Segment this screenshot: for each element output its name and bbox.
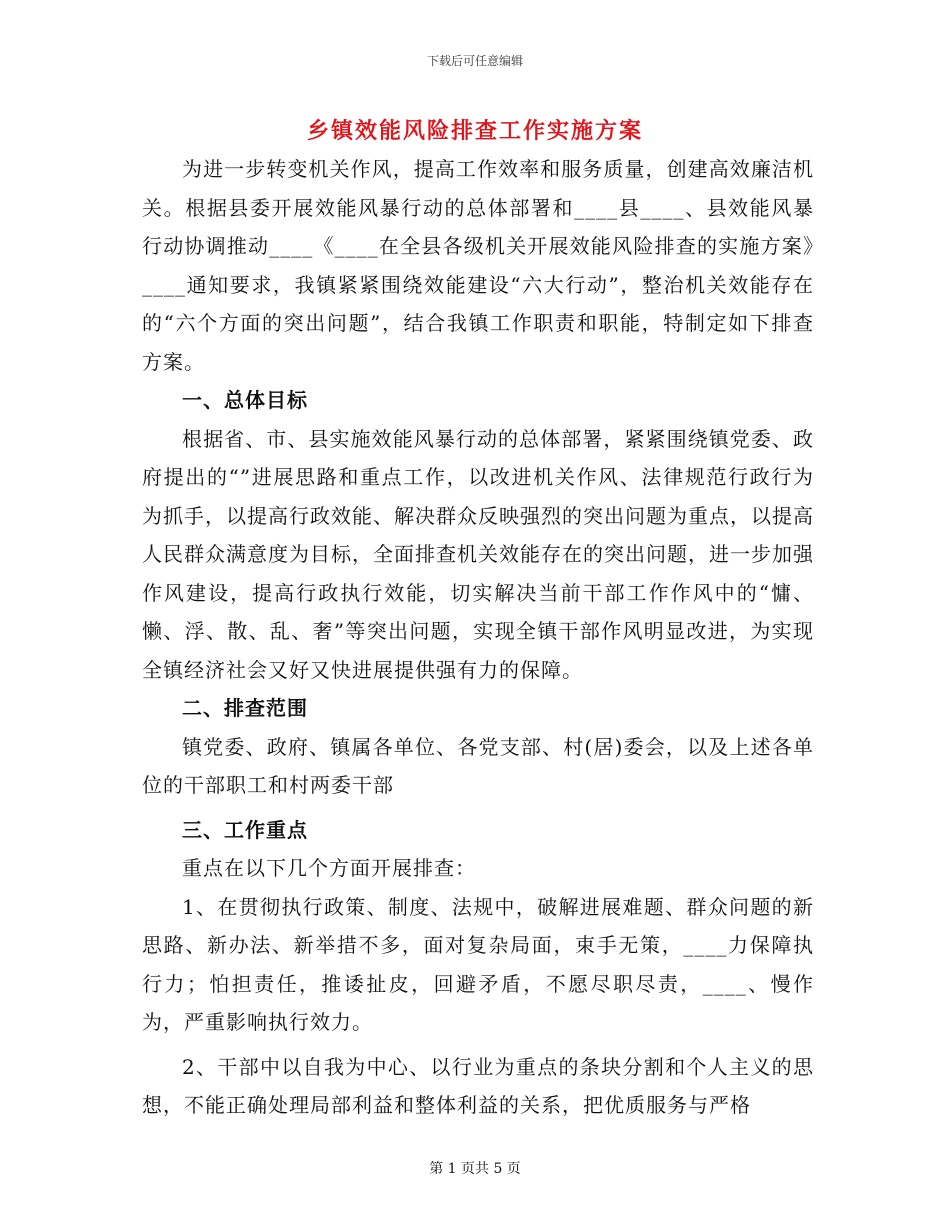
document-body <box>142 150 814 1125</box>
section-body-scope: 镇党委、政府、镇属各单位、各党支部、村(居)委会，以及上述各单位的干部职工和村两委干部 <box>142 734 814 797</box>
header-note: 下载后可任意编辑 <box>426 54 523 68</box>
document-title: 乡镇效能风险排查工作实施方案 <box>306 118 643 144</box>
list-item-2: 2、干部中以自我为中心、以行业为重点的条块分割和个人主义的思想，不能正确处理局部利益和整体利益的关系，把优质服务与严格 <box>142 1054 814 1117</box>
intro-paragraph: 为进一步转变机关作风，提高工作效率和服务质量，创建高效廉洁机关。根据县委开展效能风暴行动的总体部署和____县____、县效能风暴行动协调推动____《____在全县各级机关开展效能风险排查的实施方案》____通知要求，我镇紧紧围绕效能建设“六大行动”，整治机关效能存在的“六个方面的突出问题”，结合我镇工作职责和职能，特制定如下排查方案。 <box>142 157 814 374</box>
section-body-overall-goal: 根据省、市、县实施效能风暴行动的总体部署，紧紧围绕镇党委、政府提出的“”进展思路和重点工作，以改进机关作风、法律规范行政行为为抓手，以提高行政效能、解决群众反映强烈的突出问题为重点，以提高人民群众满意度为目标，全面排查机关效能存在的突出问题，进一步加强作风建设，提高行政执行效能，切实解决当前干部工作作风中的“慵、懒、浮、散、乱、奢”等突出问题，实现全镇干部作风明显改进，为实现全镇经济社会又好又快进展提供强有力的保障。 <box>142 426 814 682</box>
list-item-1: 1、在贯彻执行政策、制度、法规中，破解进展难题、群众问题的新思路、新办法、新举措不多，面对复杂局面，束手无策，____力保障执行力；怕担责任，推诿扯皮，回避矛盾，不愿尽职尽责，____、慢作为，严重影响执行效力。 <box>142 894 814 1034</box>
section-heading-scope: 二、排查范围 <box>182 696 308 720</box>
section-heading-key-work: 三、工作重点 <box>182 817 308 842</box>
page-number: 第 1 页共 5 页 <box>429 1161 521 1177</box>
section-intro-key-work: 重点在以下几个方面开展排查： <box>182 856 476 880</box>
section-heading-overall-goal: 一、总体目标 <box>182 388 308 412</box>
